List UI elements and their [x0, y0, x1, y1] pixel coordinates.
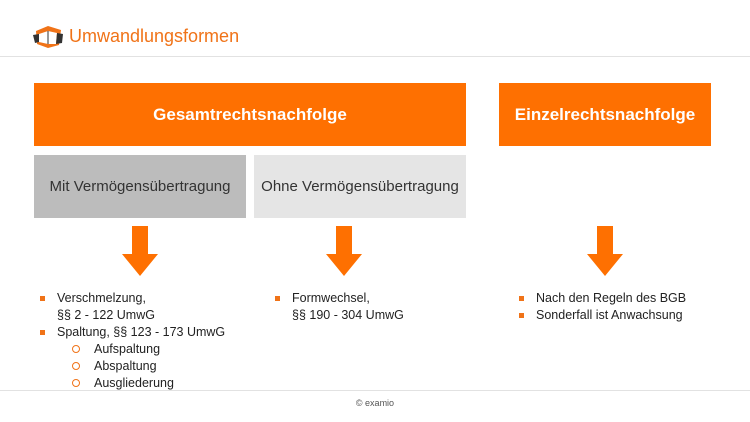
down-arrow-icon	[587, 226, 623, 276]
gesamtrechtsnachfolge-box: Gesamtrechtsnachfolge	[34, 83, 466, 146]
formwechsel-label: Formwechsel,	[292, 291, 370, 305]
sublist-item: Abspaltung	[38, 358, 225, 375]
spaltung-sublist	[38, 341, 225, 392]
ohne-vermoegensuebertragung-box: Ohne Vermögensübertragung	[254, 155, 466, 218]
sublist-container	[38, 341, 225, 392]
list-item	[273, 290, 404, 324]
right-bullet-list	[517, 290, 686, 324]
book-logo-icon	[33, 22, 63, 49]
sublist-item: Aufspaltung	[38, 341, 225, 358]
left-bullet-list	[38, 290, 225, 392]
footer-copyright: © examio	[355, 398, 395, 408]
header-bar	[0, 0, 750, 57]
einzelrechtsnachfolge-box: Einzelrechtsnachfolge	[499, 83, 711, 146]
down-arrow-icon	[122, 226, 158, 276]
formwechsel-paragraphs: §§ 190 - 304 UmwG	[292, 308, 404, 322]
mit-vermoegensuebertragung-box: Mit Vermögensübertragung	[34, 155, 246, 218]
list-item: Spaltung, §§ 123 - 173 UmwG	[38, 324, 225, 341]
sublist-item: Ausgliederung	[38, 375, 225, 392]
list-item	[38, 290, 225, 324]
list-item: Sonderfall ist Anwachsung	[517, 307, 686, 324]
down-arrow-icon	[326, 226, 362, 276]
verschmelzung-paragraphs: §§ 2 - 122 UmwG	[57, 308, 155, 322]
footer-divider	[0, 390, 750, 391]
verschmelzung-label: Verschmelzung,	[57, 291, 146, 305]
list-item: Nach den Regeln des BGB	[517, 290, 686, 307]
page-title: Umwandlungsformen	[69, 26, 240, 46]
middle-bullet-list	[273, 290, 404, 324]
